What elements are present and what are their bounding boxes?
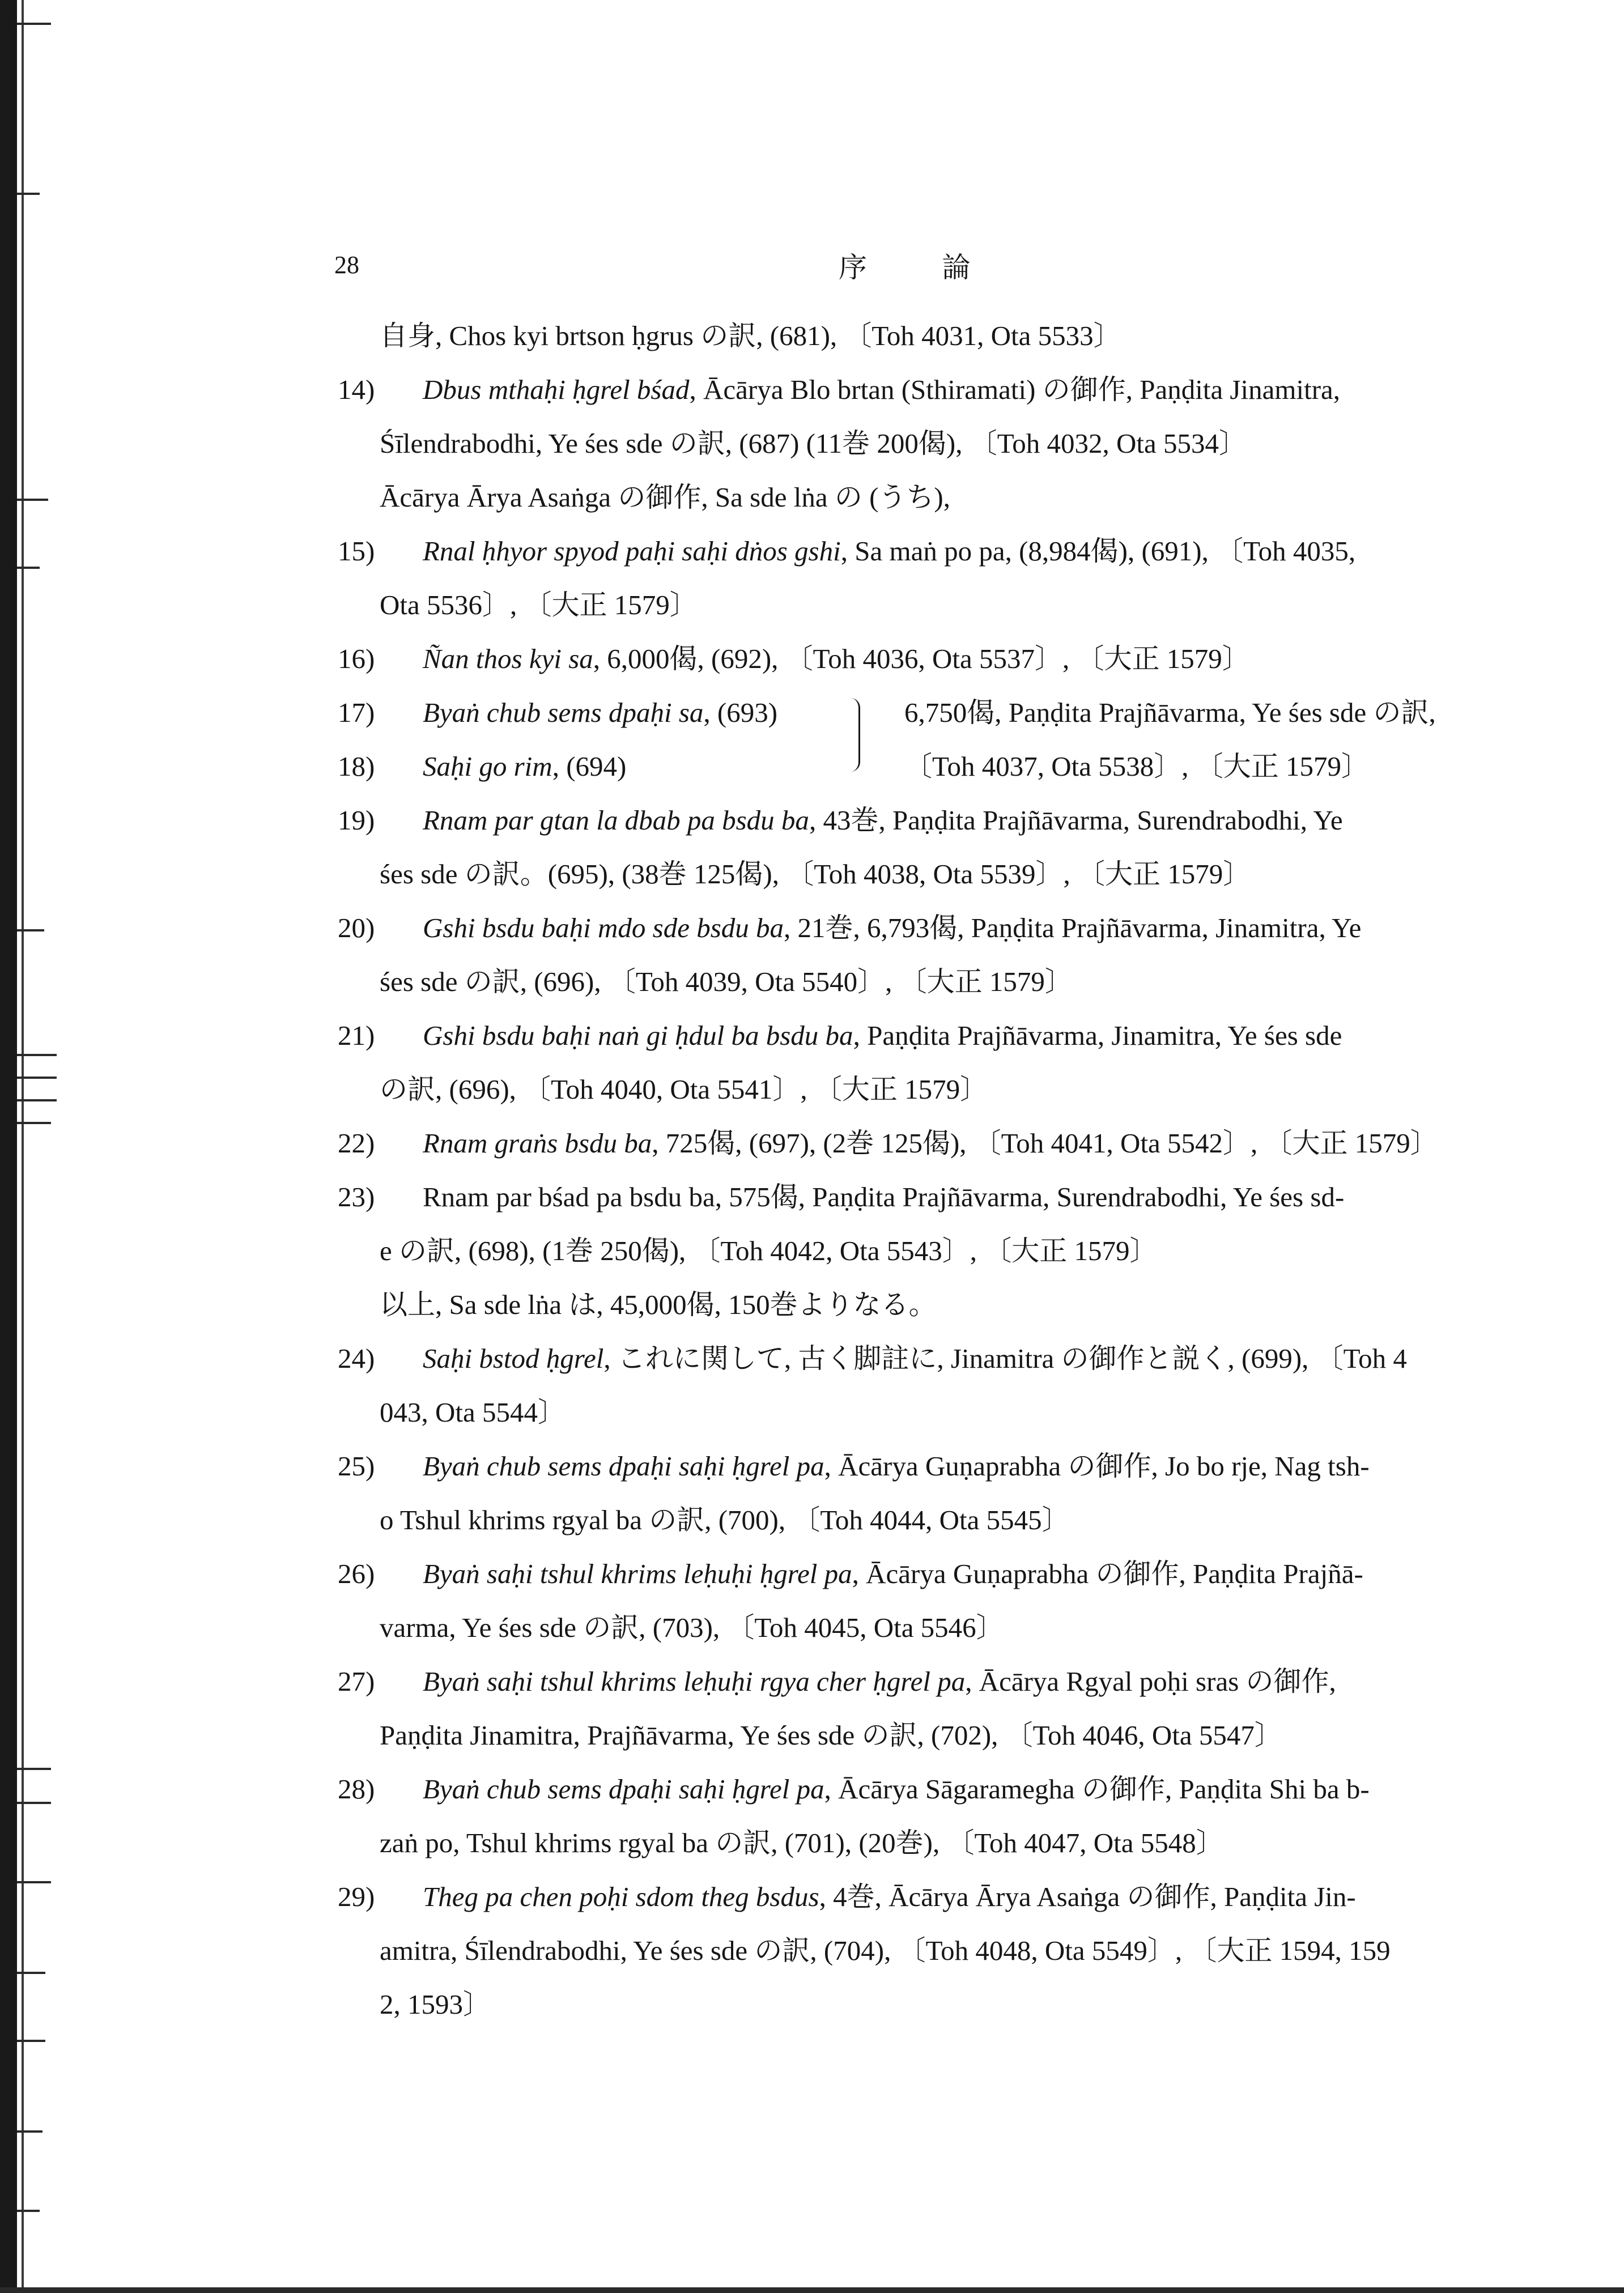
entry-number: 22) bbox=[338, 1128, 375, 1159]
entry-14 bbox=[338, 363, 1550, 416]
entry-text: e の訳, (698), (1巻 250偈), 〔Toh 4042, Ota 5543〕, 〔大正 1579〕 bbox=[380, 1235, 1158, 1266]
entry-title: Gshi bsdu baḥi mdo sde bsdu ba bbox=[423, 912, 784, 943]
entry-number: 29) bbox=[338, 1881, 375, 1912]
entry-text: , (694) bbox=[552, 751, 627, 782]
entry-text: Paṇḍita Jinamitra, Prajñāvarma, Ye śes sde の訳, (702), 〔Toh 4046, Ota 5547〕 bbox=[380, 1720, 1282, 1751]
entry-text: , Ācārya Sāgaramegha の御作, Paṇḍita Shi ba b- bbox=[824, 1773, 1370, 1805]
entry-title: Gshi bsdu baḥi naṅ gi ḥdul ba bsdu ba bbox=[423, 1020, 853, 1051]
entry-number: 24) bbox=[338, 1343, 375, 1374]
entry-number: 26) bbox=[338, 1558, 375, 1589]
entry-21 bbox=[338, 1009, 1550, 1062]
entry-title: Saḥi go rim bbox=[423, 751, 552, 782]
entry-28-cont bbox=[338, 1816, 1550, 1870]
entry-26-cont bbox=[338, 1601, 1550, 1654]
entry-title: Saḥi bstod ḥgrel bbox=[423, 1343, 604, 1374]
entry-number: 21) bbox=[338, 1020, 375, 1051]
entry-text: Ācārya Ārya Asaṅga の御作, Sa sde lṅa の (うち), bbox=[380, 482, 950, 513]
entry-17 bbox=[338, 686, 848, 739]
entry-23 bbox=[338, 1170, 1550, 1224]
entry-22 bbox=[338, 1116, 1550, 1170]
scan-edge-rule bbox=[22, 0, 24, 2293]
entry-title: Dbus mthaḥi ḥgrel bśad bbox=[423, 374, 690, 405]
entry-text: , Ācārya Rgyal poḥi sras の御作, bbox=[965, 1666, 1336, 1697]
entry-14-cont bbox=[338, 416, 1550, 470]
entry-number: 28) bbox=[338, 1773, 375, 1805]
entry-24-cont bbox=[338, 1385, 1550, 1439]
running-head: 序 論 bbox=[839, 252, 1005, 283]
entry-title: Ñan thos kyi sa bbox=[423, 643, 593, 674]
entry-text: , これに関して, 古く脚註に, Jinamitra の御作と説く, (699), 〔Toh 4 bbox=[603, 1343, 1407, 1374]
entry-16 bbox=[338, 632, 1550, 686]
entry-text: , Ācārya Guṇaprabha の御作, Paṇḍita Prajñā- bbox=[852, 1558, 1363, 1589]
entry-text: 2, 1593〕 bbox=[380, 1989, 491, 2020]
entry-number: 17) bbox=[338, 697, 375, 728]
entry-29 bbox=[338, 1870, 1550, 1924]
entry-title: Theg pa chen poḥi sdom theg bsdus bbox=[423, 1881, 819, 1912]
entry-number: 14) bbox=[338, 374, 375, 405]
scan-bottom-edge bbox=[0, 2287, 1624, 2293]
entry-text: , Sa maṅ po pa, (8,984偈), (691), 〔Toh 4035, bbox=[840, 535, 1356, 567]
entry-text: varma, Ye śes sde の訳, (703), 〔Toh 4045, Ota 5546〕 bbox=[380, 1612, 1004, 1643]
entry-text: , 4巻, Ācārya Ārya Asaṅga の御作, Paṇḍita Jin- bbox=[819, 1881, 1356, 1912]
entry-23-cont bbox=[338, 1224, 1550, 1278]
entry-21-cont bbox=[338, 1062, 1550, 1116]
entry-text: zaṅ po, Tshul khrims rgyal ba の訳, (701), (20巻), 〔Toh 4047, Ota 5548〕 bbox=[380, 1827, 1224, 1858]
entry-number: 18) bbox=[338, 751, 375, 782]
entry-text: Rnam par bśad pa bsdu ba, 575偈, Paṇḍita Prajñāvarma, Surendrabodhi, Ye śes sd- bbox=[423, 1181, 1345, 1213]
entry-text: , 43巻, Paṇḍita Prajñāvarma, Surendrabodhi, Ye bbox=[809, 805, 1343, 836]
bracket-left bbox=[338, 686, 848, 793]
page-body bbox=[338, 309, 1550, 2031]
entry-number: 25) bbox=[338, 1450, 375, 1482]
entry-number: 27) bbox=[338, 1666, 375, 1697]
bracket-shared-line: 6,750偈, Paṇḍita Prajñāvarma, Ye śes sde の訳, bbox=[904, 697, 1436, 728]
curly-bracket bbox=[851, 698, 860, 772]
entry-text: , 725偈, (697), (2巻 125偈), 〔Toh 4041, Ota 5542〕, 〔大正 1579〕 bbox=[652, 1128, 1438, 1159]
summary-line bbox=[338, 1278, 1550, 1331]
entry-19 bbox=[338, 793, 1550, 847]
entry-text: , Ācārya Guṇaprabha の御作, Jo bo rje, Nag tsh- bbox=[824, 1450, 1370, 1482]
entry-title: Byaṅ saḥi tshul khrims leḥuḥi rgya cher ḥgrel pa bbox=[423, 1666, 966, 1697]
entry-text: , Paṇḍita Prajñāvarma, Jinamitra, Ye śes sde bbox=[853, 1020, 1342, 1051]
entry-15 bbox=[338, 524, 1550, 578]
scan-edge-band bbox=[0, 0, 17, 2293]
bracket-right bbox=[904, 686, 1550, 793]
entry-text: , (693) bbox=[703, 697, 778, 728]
entry-text: の訳, (696), 〔Toh 4040, Ota 5541〕, 〔大正 1579〕 bbox=[380, 1074, 988, 1105]
entry-text: , Ācārya Blo brtan (Sthiramati) の御作, Paṇḍita Jinamitra, bbox=[689, 374, 1341, 405]
entry-text: 以上, Sa sde lṅa は, 45,000偈, 150巻よりなる。 bbox=[380, 1289, 937, 1320]
entry-text: 043, Ota 5544〕 bbox=[380, 1397, 566, 1428]
text-line bbox=[338, 470, 1550, 524]
bracket-group-17-18 bbox=[338, 686, 1550, 793]
entry-number: 23) bbox=[338, 1181, 375, 1213]
entry-text: amitra, Śīlendrabodhi, Ye śes sde の訳, (704), 〔Toh 4048, Ota 5549〕, 〔大正 1594, 159 bbox=[380, 1935, 1391, 1966]
entry-text: , 21巻, 6,793偈, Paṇḍita Prajñāvarma, Jinamitra, Ye bbox=[784, 912, 1362, 943]
entry-number: 15) bbox=[338, 535, 375, 567]
entry-25 bbox=[338, 1439, 1550, 1493]
entry-text: Ota 5536〕, 〔大正 1579〕 bbox=[380, 589, 698, 620]
entry-18 bbox=[338, 739, 848, 793]
entry-title: Byaṅ chub sems dpaḥi saḥi ḥgrel pa bbox=[423, 1773, 824, 1805]
entry-15-cont bbox=[338, 578, 1550, 632]
entry-text: śes sde の訳, (696), 〔Toh 4039, Ota 5540〕, 〔大正 1579〕 bbox=[380, 966, 1073, 997]
entry-20-cont bbox=[338, 955, 1550, 1009]
entry-29-cont bbox=[338, 1924, 1550, 1977]
entry-27-cont bbox=[338, 1708, 1550, 1762]
entry-text: Śīlendrabodhi, Ye śes sde の訳, (687) (11巻 200偈), 〔Toh 4032, Ota 5534〕 bbox=[380, 428, 1247, 459]
entry-number: 20) bbox=[338, 912, 375, 943]
entry-26 bbox=[338, 1547, 1550, 1601]
bracket-shared-line: 〔Toh 4037, Ota 5538〕, 〔大正 1579〕 bbox=[904, 751, 1370, 782]
entry-text: 自身, Chos kyi brtson ḥgrus の訳, (681), 〔Toh 4031, Ota 5533〕 bbox=[380, 320, 1121, 351]
entry-24 bbox=[338, 1331, 1550, 1385]
entry-title: Byaṅ chub sems dpaḥi saḥi ḥgrel pa bbox=[423, 1450, 824, 1482]
entry-20 bbox=[338, 901, 1550, 955]
entry-title: Rnam par gtan la dbab pa bsdu ba bbox=[423, 805, 809, 836]
entry-text: , 6,000偈, (692), 〔Toh 4036, Ota 5537〕, 〔大正 1579〕 bbox=[593, 643, 1250, 674]
entry-title: Rnam graṅs bsdu ba bbox=[423, 1128, 652, 1159]
entry-25-cont bbox=[338, 1493, 1550, 1547]
entry-text: o Tshul khrims rgyal ba の訳, (700), 〔Toh 4044, Ota 5545〕 bbox=[380, 1504, 1070, 1535]
entry-28 bbox=[338, 1762, 1550, 1816]
entry-title: Rnal ḥhyor spyod paḥi saḥi dṅos gshi bbox=[423, 535, 841, 567]
page-number: 28 bbox=[334, 251, 359, 279]
entry-number: 16) bbox=[338, 643, 375, 674]
entry-number: 19) bbox=[338, 805, 375, 836]
entry-title: Byaṅ saḥi tshul khrims leḥuḥi ḥgrel pa bbox=[423, 1558, 852, 1589]
entry-29-cont bbox=[338, 1977, 1550, 2031]
entry-title: Byaṅ chub sems dpaḥi sa bbox=[423, 697, 704, 728]
text-line bbox=[338, 309, 1550, 363]
entry-27 bbox=[338, 1654, 1550, 1708]
entry-19-cont bbox=[338, 847, 1550, 901]
entry-text: śes sde の訳。(695), (38巻 125偈), 〔Toh 4038, Ota 5539〕, 〔大正 1579〕 bbox=[380, 858, 1251, 890]
